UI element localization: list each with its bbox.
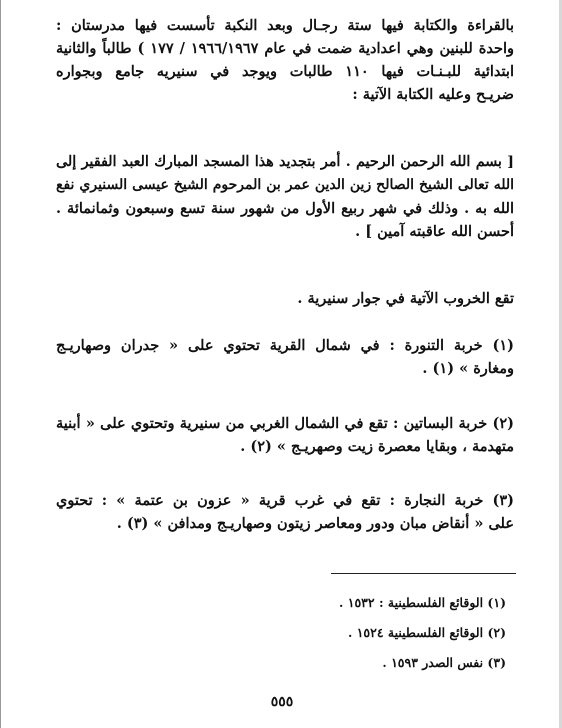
ruin-item: [56, 412, 514, 458]
text-line: الله به . وذلك في شهر ربيع الأول من شهور سنة تسع وسبعون وثمانمائة .: [56, 200, 514, 217]
text-line: على « أنقاض مبان ودور ومعاصر زيتون وصهاريـج ومدافن » (٣) .: [116, 515, 514, 532]
text-line: واحدة للبنين وهي اعدادية ضمت في عام ١٩٦٦/١٩٦٧ / ١٧٧ ) طالباً والثانية: [56, 40, 514, 57]
text-line: متهدمة ، وبقايا معصرة زيت وصهريـج » (٢) .: [240, 438, 514, 455]
text-line: [ بسم الله الرحمن الرحيم . أمر بتجديد هذا المسجد المبارك العبد الفقير إلى: [56, 154, 514, 170]
footnote: (٣) نفس الصدر ١٥٩٣ .: [382, 655, 506, 670]
text-line: ابتدائية للبـنـات فيها ١١٠ طالبات ويوجد في سنيريه جامع وبجواره: [56, 63, 514, 80]
text-line: ومغارة » (١) .: [422, 360, 514, 377]
page-number: ٥٥٥: [270, 694, 294, 710]
text-line: (١) خربة التنورة : في شمال القرية تحتوي على « جدران وصهاريـج: [56, 337, 514, 354]
text-line: الله تعالى الشيخ الصالح زين الدين عمر بن المرحوم الشيخ عيسى السنيري نفع: [56, 177, 514, 193]
text-line: تقع الخروب الآتية في جوار سنيرية .: [297, 290, 514, 307]
text-line: ضريـح وعليه الكتابة الآتية :: [352, 86, 514, 103]
ruin-item: [56, 334, 514, 380]
ruin-item: [56, 489, 514, 535]
ruins-intro: [56, 287, 514, 310]
footnotes: [56, 588, 514, 678]
inscription-paragraph: [56, 151, 514, 243]
text-line: بالقراءة والكتابة فيها ستة رجـال وبعد النكبة تأسست فيها مدرستان :: [56, 17, 514, 34]
footnote-divider: [331, 573, 516, 574]
footnote: (١) الوقائع الفلسطينية : ١٥٣٢ .: [339, 595, 506, 610]
text-line: أحسن الله عاقبته آمين ] .: [355, 223, 514, 240]
intro-paragraph: [56, 14, 514, 106]
footnote: (٢) الوقائع الفلسطينية ١٥٢٤ .: [347, 625, 506, 640]
text-line: (٣) خربة النجارة : تقع في غرب قرية « عزون بن عتمة » : تحتوي: [56, 492, 514, 509]
text-line: (٢) خربة البساتين : تقع في الشمال الغربي من سنيرية وتحتوي على « أبنية: [56, 415, 514, 432]
